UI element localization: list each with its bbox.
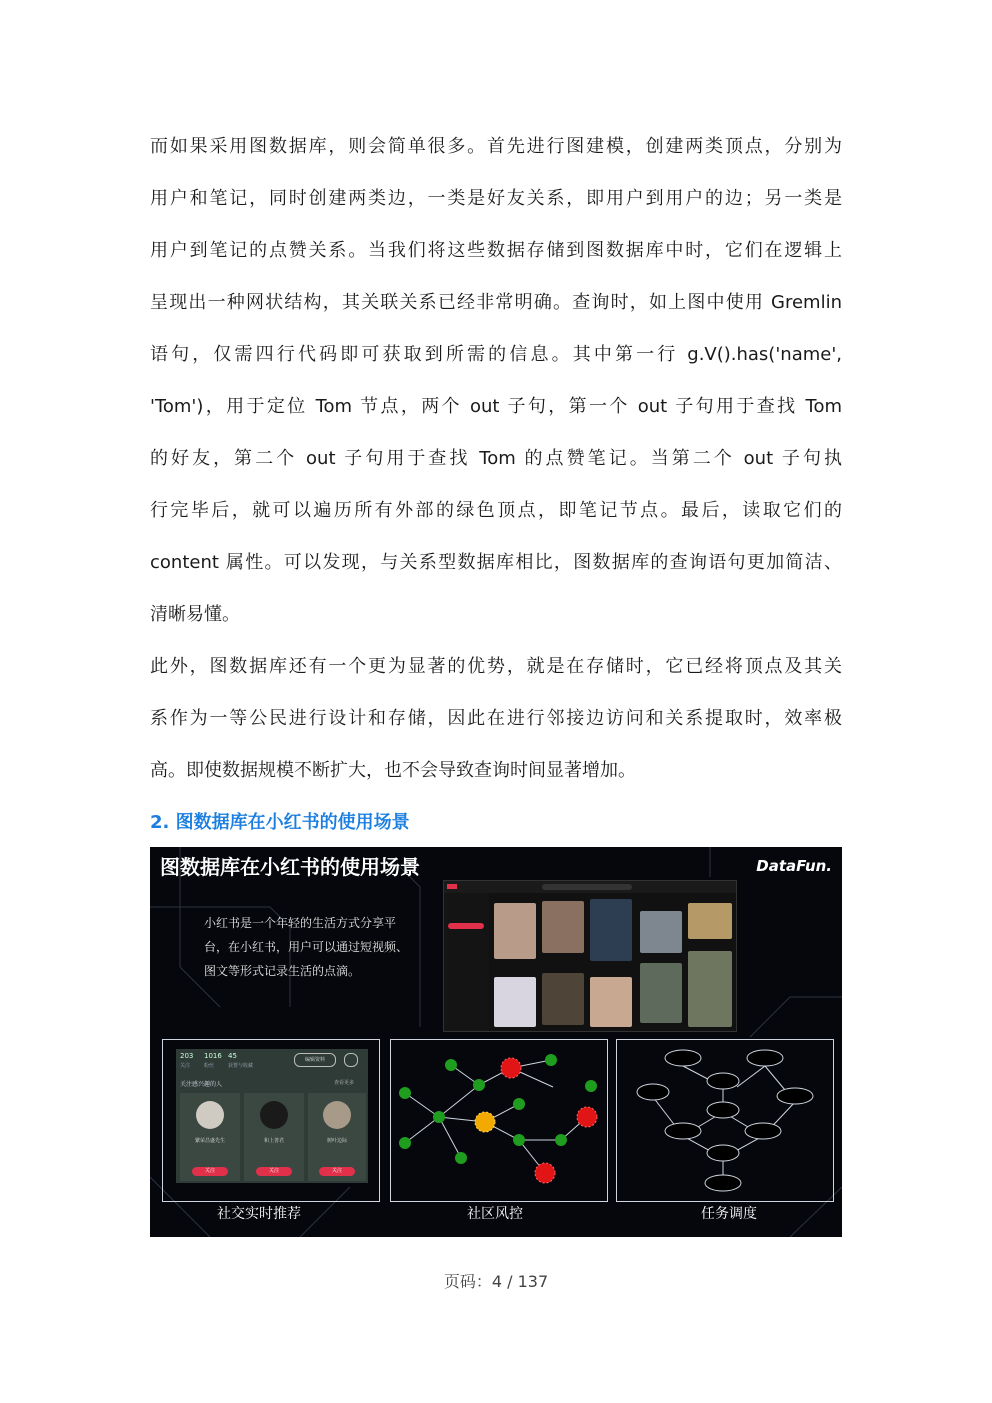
graph-node-green — [545, 1054, 557, 1066]
dag-node — [777, 1088, 813, 1104]
paragraph-1 — [150, 134, 842, 634]
share-icon[interactable] — [344, 1053, 358, 1067]
dag-node — [747, 1050, 783, 1066]
datafun-logo: DataFun. — [756, 857, 832, 875]
app-thumbnail — [542, 973, 584, 1025]
graph-node-green — [455, 1152, 467, 1164]
see-more-link[interactable]: 查看更多 — [334, 1080, 355, 1086]
graph-node-green — [399, 1137, 411, 1149]
follow-button[interactable]: 关注 — [256, 1167, 292, 1176]
app-screenshot — [443, 880, 737, 1032]
stat-followers: 1016 — [204, 1052, 222, 1060]
paragraph-2 — [150, 654, 842, 794]
app-logo — [447, 884, 457, 889]
avatar — [260, 1101, 288, 1129]
stat-label: 关注 — [180, 1063, 191, 1069]
dag-node — [707, 1145, 739, 1161]
dag-node — [637, 1084, 669, 1100]
avatar — [323, 1101, 351, 1129]
follow-button[interactable]: 关注 — [319, 1167, 355, 1176]
stat-likes: 45 — [228, 1052, 237, 1060]
graph-node-green — [433, 1111, 445, 1123]
app-thumbnail — [640, 911, 682, 953]
text-line: content 属性。可以发现，与关系型数据库相比，图数据库的查询语句更加简洁、 — [150, 552, 842, 573]
task-dag — [617, 1040, 833, 1201]
app-thumbnail — [590, 899, 632, 961]
text-line: 的好友，第二个 out 子句用于查找 Tom 的点赞笔记。当第二个 out 子句执 — [150, 448, 842, 469]
graph-node-green — [585, 1080, 597, 1092]
text-line: 清晰易懂。 — [150, 604, 240, 625]
graph-node-green — [445, 1059, 457, 1071]
text-line: 行完毕后，就可以遍历所有外部的绿色顶点，即笔记节点。最后，读取它们的 — [150, 500, 842, 521]
slide-figure — [150, 847, 842, 1237]
caption-task-scheduling: 任务调度 — [701, 1206, 757, 1222]
text-line: 系作为一等公民进行设计和存储，因此在进行邻接边访问和关系提取时，效率极 — [150, 708, 842, 729]
caption-social-recommend: 社交实时推荐 — [217, 1206, 301, 1222]
text-line: 高。即使数据规模不断扩大，也不会导致查询时间显著增加。 — [150, 760, 636, 781]
panel-social-recommend — [162, 1039, 380, 1202]
caption-risk-control: 社区风控 — [467, 1206, 523, 1222]
stat-label: 粉丝 — [204, 1063, 215, 1069]
text-line: 'Tom')，用于定位 Tom 节点，两个 out 子句，第一个 out 子句用于查找 Tom — [150, 396, 842, 417]
dag-node — [665, 1123, 701, 1139]
graph-node-red — [577, 1107, 597, 1127]
graph-node-red — [535, 1163, 555, 1183]
graph-node-green — [473, 1079, 485, 1091]
graph-node-green — [513, 1134, 525, 1146]
app-sidebar — [444, 893, 489, 1031]
app-thumbnail — [494, 903, 536, 959]
graph-node-green — [399, 1087, 411, 1099]
panel-risk-control — [390, 1039, 608, 1202]
stat-label: 获赞与收藏 — [228, 1063, 254, 1069]
dag-node — [707, 1102, 739, 1118]
suggest-card — [180, 1093, 240, 1181]
panel-task-scheduling — [616, 1039, 834, 1202]
dag-node — [705, 1175, 741, 1191]
app-thumbnail — [494, 977, 536, 1027]
stat-following: 203 — [180, 1052, 194, 1060]
app-thumbnail — [542, 901, 584, 953]
app-thumbnail — [688, 903, 732, 939]
dag-node — [665, 1050, 701, 1066]
app-thumbnail — [590, 977, 632, 1027]
app-search-bar — [542, 884, 632, 890]
text-line: 语句，仅需四行代码即可获取到所需的信息。其中第一行 g.V().has('name', — [150, 344, 842, 365]
text-line: 呈现出一种网状结构，其关联关系已经非常明确。查询时，如上图中使用 Gremlin — [150, 292, 842, 313]
app-thumbnail — [688, 951, 732, 1027]
avatar — [196, 1101, 224, 1129]
text-line: 此外，图数据库还有一个更为显著的优势，就是在存储时，它已经将顶点及其关 — [150, 656, 842, 677]
graph-node-orange — [475, 1112, 495, 1132]
graph-node-green — [513, 1098, 525, 1110]
suggest-title: 关注感兴趣的人 — [180, 1081, 223, 1088]
app-sidebar-button — [448, 923, 484, 929]
slide-description: 小红书是一个年轻的生活方式分享平台，在小红书，用户可以通过短视频、图文等形式记录生活的点滴。 — [204, 916, 409, 978]
suggest-name: 繁荣昌盛先生 — [194, 1138, 225, 1144]
suggest-card — [244, 1093, 304, 1181]
graph-node-red — [501, 1058, 521, 1078]
text-line: 用户和笔记，同时创建两类边，一类是好友关系，即用户到用户的边；另一类是 — [150, 188, 842, 209]
app-thumbnail — [640, 963, 682, 1023]
text-line: 而如果采用图数据库，则会简单很多。首先进行图建模，创建两类顶点，分别为 — [150, 136, 842, 157]
profile-card — [176, 1049, 368, 1183]
suggest-name: 树叶边际 — [326, 1138, 347, 1144]
text-line: 用户到笔记的点赞关系。当我们将这些数据存储到图数据库中时，它们在逻辑上 — [150, 240, 842, 261]
suggest-name: 和上善君 — [263, 1138, 284, 1144]
dag-node — [707, 1073, 739, 1089]
suggest-card — [308, 1093, 366, 1181]
section-heading: 2. 图数据库在小红书的使用场景 — [150, 812, 410, 833]
slide-title: 图数据库在小红书的使用场景 — [160, 855, 420, 879]
follow-button[interactable]: 关注 — [192, 1167, 228, 1176]
dag-node — [745, 1123, 781, 1139]
graph-node-green — [555, 1134, 567, 1146]
page-number: 页码：4 / 137 — [443, 1272, 549, 1291]
edit-profile-button[interactable]: 编辑资料 — [294, 1053, 336, 1067]
risk-graph — [391, 1040, 607, 1201]
